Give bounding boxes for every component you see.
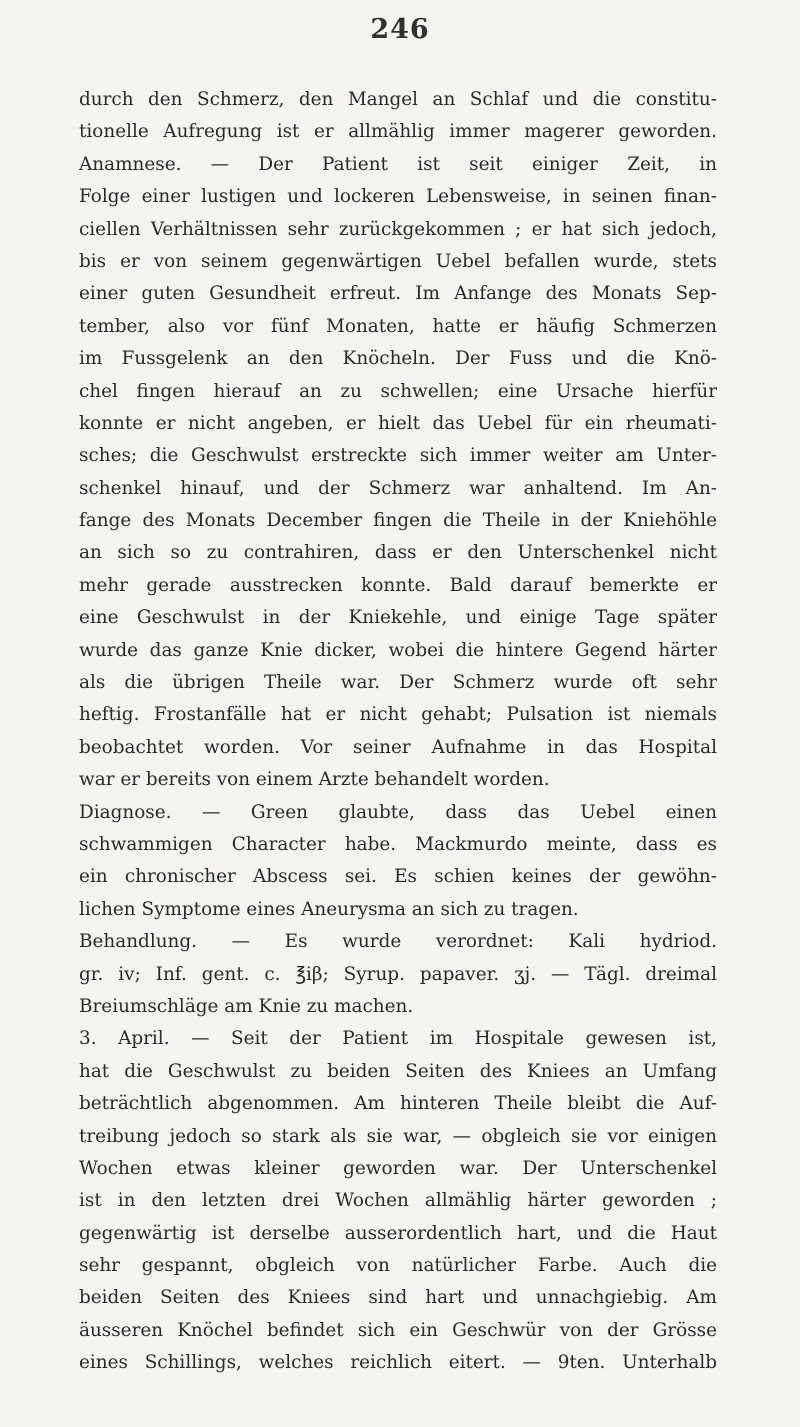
text-line: fange des Monats December fingen die Theile in der Kniehöhle (79, 510, 717, 532)
text-line: hat die Geschwulst zu beiden Seiten des Kniees an Umfang (79, 1060, 717, 1082)
text-line: Breiumschläge am Knie zu machen. (79, 995, 414, 1017)
text-line: als die übrigen Theile war. Der Schmerz wurde oft sehr (79, 672, 717, 694)
text-line: ciellen Verhältnissen sehr zurückgekommen ; er hat sich jedoch, (79, 218, 717, 240)
text-line: wurde das ganze Knie dicker, wobei die hintere Gegend härter (79, 639, 717, 661)
text-line: gr. iv; Inf. gent. c. ℥iβ; Syrup. papaver. ʒj. — Tägl. dreimal (79, 963, 717, 985)
body-text (79, 84, 717, 1380)
text-line: sehr gespannt, obgleich von natürlicher Farbe. Auch die (79, 1255, 717, 1277)
text-line: beträchtlich abgenommen. Am hinteren Theile bleibt die Auf- (79, 1093, 717, 1115)
text-line: konnte er nicht angeben, er hielt das Uebel für ein rheumati- (79, 412, 717, 434)
text-line: war er bereits von einem Arzte behandelt worden. (79, 769, 550, 791)
text-line: chel fingen hierauf an zu schwellen; eine Ursache hierfür (79, 380, 717, 402)
text-line: Folge einer lustigen und lockeren Lebensweise, in seinen finan- (79, 186, 717, 208)
text-line: beobachtet worden. Vor seiner Aufnahme in das Hospital (79, 736, 717, 758)
text-line: ein chronischer Abscess sei. Es schien keines der gewöhn- (79, 866, 717, 888)
text-line: beiden Seiten des Kniees sind hart und unnachgiebig. Am (79, 1287, 717, 1309)
text-line: ist in den letzten drei Wochen allmählig härter geworden ; (79, 1190, 717, 1212)
text-line: sches; die Geschwulst erstreckte sich immer weiter am Unter- (79, 445, 717, 467)
text-line: Anamnese. — Der Patient ist seit einiger Zeit, in (79, 153, 717, 175)
text-line: tember, also vor fünf Monaten, hatte er häufig Schmerzen (79, 315, 717, 337)
text-line: eines Schillings, welches reichlich eitert. — 9ten. Unterhalb (79, 1352, 717, 1374)
text-line: Behandlung. — Es wurde verordnet: Kali hydriod. (79, 931, 717, 953)
text-line: an sich so zu contrahiren, dass er den Unterschenkel nicht (79, 542, 717, 564)
text-line: einer guten Gesundheit erfreut. Im Anfange des Monats Sep- (79, 283, 717, 305)
text-line: Wochen etwas kleiner geworden war. Der Unterschenkel (79, 1157, 717, 1179)
text-line: mehr gerade ausstrecken konnte. Bald darauf bemerkte er (79, 574, 717, 596)
text-line: schenkel hinauf, und der Schmerz war anhaltend. Im An- (79, 477, 717, 499)
text-line: bis er von seinem gegenwärtigen Uebel befallen wurde, stets (79, 250, 717, 272)
text-line: tionelle Aufregung ist er allmählig immer magerer geworden. (79, 121, 717, 143)
text-line: gegenwärtig ist derselbe ausserordentlich hart, und die Haut (79, 1222, 717, 1244)
text-line: Diagnose. — Green glaubte, dass das Uebel einen (79, 801, 717, 823)
text-line: lichen Symptome eines Aneurysma an sich zu tragen. (79, 898, 579, 920)
text-line: im Fussgelenk an den Knöcheln. Der Fuss und die Knö- (79, 348, 717, 370)
page-number: 246 (370, 14, 430, 45)
text-line: treibung jedoch so stark als sie war, — obgleich sie vor einigen (79, 1125, 717, 1147)
text-line: schwammigen Character habe. Mackmurdo meinte, dass es (79, 833, 717, 855)
text-line: eine Geschwulst in der Kniekehle, und einige Tage später (79, 607, 717, 629)
text-line: durch den Schmerz, den Mangel an Schlaf und die constitu- (79, 89, 717, 110)
text-line: heftig. Frostanfälle hat er nicht gehabt; Pulsation ist niemals (79, 704, 717, 726)
text-line: äusseren Knöchel befindet sich ein Geschwür von der Grösse (79, 1319, 717, 1341)
text-line: 3. April. — Seit der Patient im Hospitale gewesen ist, (79, 1028, 717, 1050)
